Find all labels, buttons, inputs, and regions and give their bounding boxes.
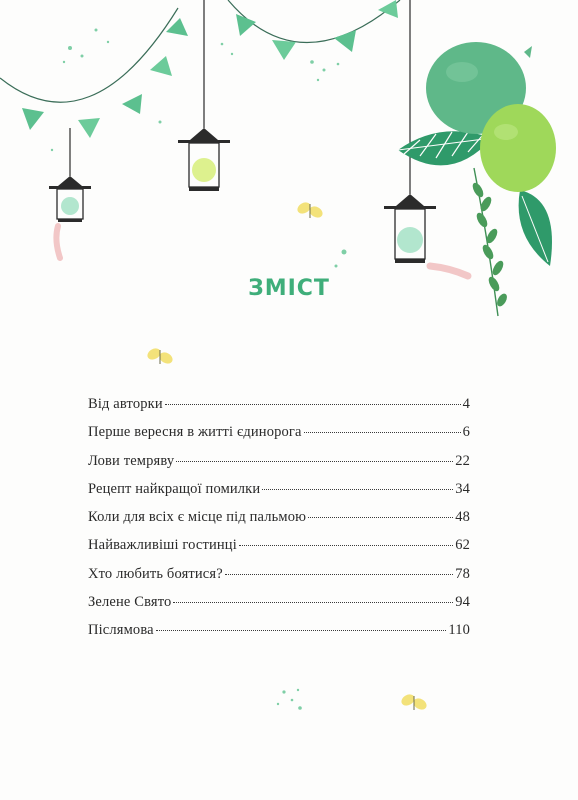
toc-leader-dots bbox=[165, 404, 461, 405]
toc-leader-dots bbox=[262, 489, 453, 490]
lantern-icon bbox=[178, 0, 230, 191]
toc-entry-title: Коли для всіх є місце під пальмою bbox=[88, 509, 307, 526]
toc-entry bbox=[88, 481, 470, 509]
butterfly-icon bbox=[145, 346, 174, 366]
toc-entry-title: Перше вересня в житті єдинорога bbox=[88, 424, 302, 441]
toc-entry-page: 94 bbox=[455, 594, 470, 611]
page-title: ЗМІСТ bbox=[248, 276, 330, 301]
toc-entry-page: 4 bbox=[462, 396, 470, 412]
toc-leader-dots bbox=[225, 574, 453, 575]
butterfly-icon bbox=[399, 692, 428, 712]
toc-entry-title: Від авторки bbox=[88, 396, 163, 412]
toc-leader-dots bbox=[239, 545, 453, 546]
toc-entry-title: Хто любить боятися? bbox=[88, 565, 223, 582]
toc-leader-dots bbox=[176, 461, 453, 462]
toc-entry-page: 78 bbox=[455, 565, 470, 582]
toc-entry bbox=[88, 622, 470, 650]
toc-entry-title: Найважливіші гостинці bbox=[88, 537, 237, 554]
toc-entry bbox=[88, 396, 470, 424]
balloon-icon bbox=[426, 42, 556, 192]
table-of-contents bbox=[88, 396, 470, 651]
toc-entry-page: 62 bbox=[455, 537, 470, 554]
toc-entry bbox=[88, 566, 470, 594]
toc-entry bbox=[88, 594, 470, 622]
toc-entry-page: 22 bbox=[455, 452, 470, 469]
toc-entry-page: 6 bbox=[462, 424, 470, 441]
toc-leader-dots bbox=[173, 602, 453, 603]
toc-entry-page: 34 bbox=[455, 480, 470, 497]
toc-leader-dots bbox=[304, 432, 461, 433]
toc-entry-title: Післямова bbox=[88, 622, 154, 639]
toc-entry bbox=[88, 424, 470, 452]
toc-leader-dots bbox=[156, 630, 447, 631]
butterfly-icon bbox=[295, 200, 324, 220]
toc-entry-page: 110 bbox=[448, 622, 470, 639]
toc-entry-page: 48 bbox=[455, 509, 470, 526]
toc-leader-dots bbox=[308, 517, 453, 518]
toc-entry-title: Зелене Свято bbox=[88, 594, 172, 611]
lantern-icon bbox=[49, 128, 91, 258]
toc-entry-title: Лови темряву bbox=[88, 452, 175, 469]
toc-entry-title: Рецепт найкращої помилки bbox=[88, 480, 261, 497]
toc-entry bbox=[88, 453, 470, 481]
toc-entry bbox=[88, 537, 470, 565]
toc-entry bbox=[88, 509, 470, 537]
bunting-icon bbox=[0, 0, 400, 138]
